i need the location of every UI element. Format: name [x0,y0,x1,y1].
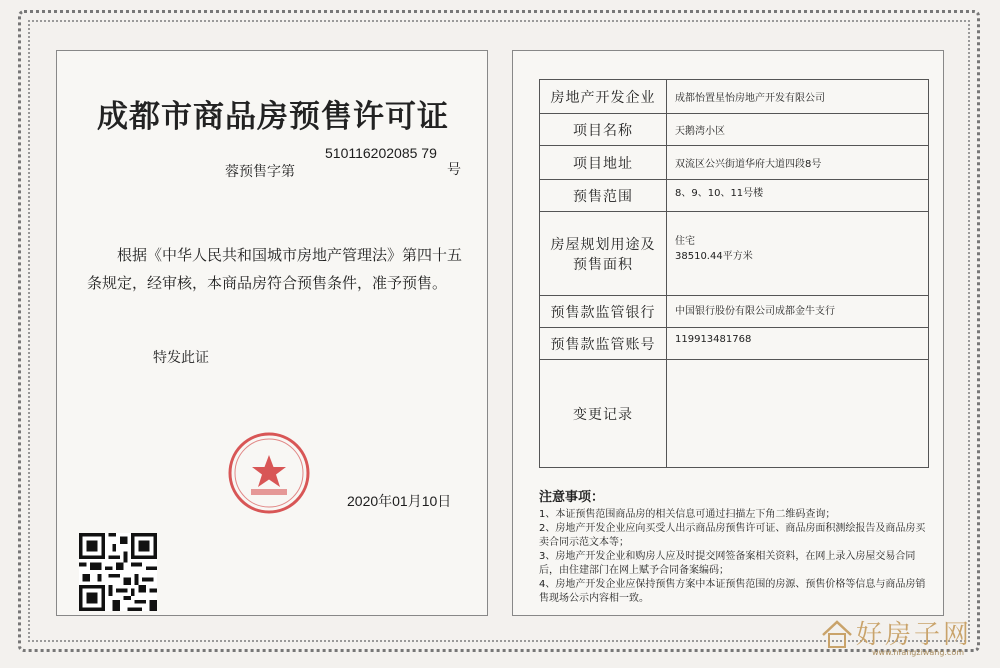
project-name-value: 天鹅湾小区 [667,114,929,146]
project-address-label: 项目地址 [540,146,667,180]
permit-suffix: 号 [447,162,461,178]
note-item: 3、房地产开发企业和购房人应及时提交网签备案相关资料，在网上录入房屋交易合同后，由住建部门在网上赋予合同备案编码； [539,551,916,576]
project-name-label: 项目名称 [540,114,667,146]
notes-title: 注意事项： [539,490,605,505]
details-table [539,79,929,468]
table-row [540,212,929,296]
certificate-left-page [56,50,488,616]
certificate-right-page [512,50,944,616]
usage-area-label: 房屋规划用途及预售面积 [540,212,667,296]
table-row [540,360,929,468]
presale-scope-value: 8、9、10、11号楼 [667,180,929,212]
note-item: 4、房地产开发企业应保持预售方案中本证预售范围的房源、预售价格等信息与商品房销售现场公示内容相一致。 [539,579,926,604]
watermark-text: 好房子网 [856,620,973,650]
table-row [540,80,929,114]
area-value: 38510.44平方米 [675,251,753,262]
table-row [540,114,929,146]
site-watermark [820,616,990,664]
presale-scope-label: 预售范围 [540,180,667,212]
certificate-title: 成都市商品房预售许可证 [97,99,449,135]
permit-number: 510116202085 79 [325,145,437,161]
developer-value: 成都怡置星怡房地产开发有限公司 [667,80,929,114]
bank-value: 中国银行股份有限公司成都金牛支行 [667,296,929,328]
change-record-label: 变更记录 [540,360,667,468]
table-row [540,146,929,180]
issue-date: 2020年01月10日 [347,493,452,509]
house-icon [820,618,854,652]
note-item: 1、本证预售范围商品房的相关信息可通过扫描左下角二维码查询； [539,509,836,520]
bank-label: 预售款监管银行 [540,296,667,328]
issue-text: 特发此证 [153,350,209,366]
watermark-url: www.hfangziwang.com [872,648,965,657]
usage-value: 住宅 [675,236,695,247]
account-value: 119913481768 [667,328,929,360]
note-item: 2、房地产开发企业应向买受人出示商品房预售许可证、商品房面积测绘报告及商品房买卖合同示范文本等； [539,523,926,548]
table-row [540,328,929,360]
usage-area-value [667,212,929,296]
developer-label: 房地产开发企业 [540,80,667,114]
table-row [540,296,929,328]
table-row [540,180,929,212]
account-label: 预售款监管账号 [540,328,667,360]
official-stamp [227,431,311,515]
project-address-value: 双流区公兴街道华府大道四段8号 [667,146,929,180]
certificate-body: 根据《中华人民共和国城市房地产管理法》第四十五条规定，经审核，本商品房符合预售条件，准予预售。 [87,246,463,292]
permit-prefix: 蓉预售字第 [225,164,295,180]
qr-code [79,533,157,611]
notes-section [539,491,929,606]
change-record-value [667,360,929,468]
